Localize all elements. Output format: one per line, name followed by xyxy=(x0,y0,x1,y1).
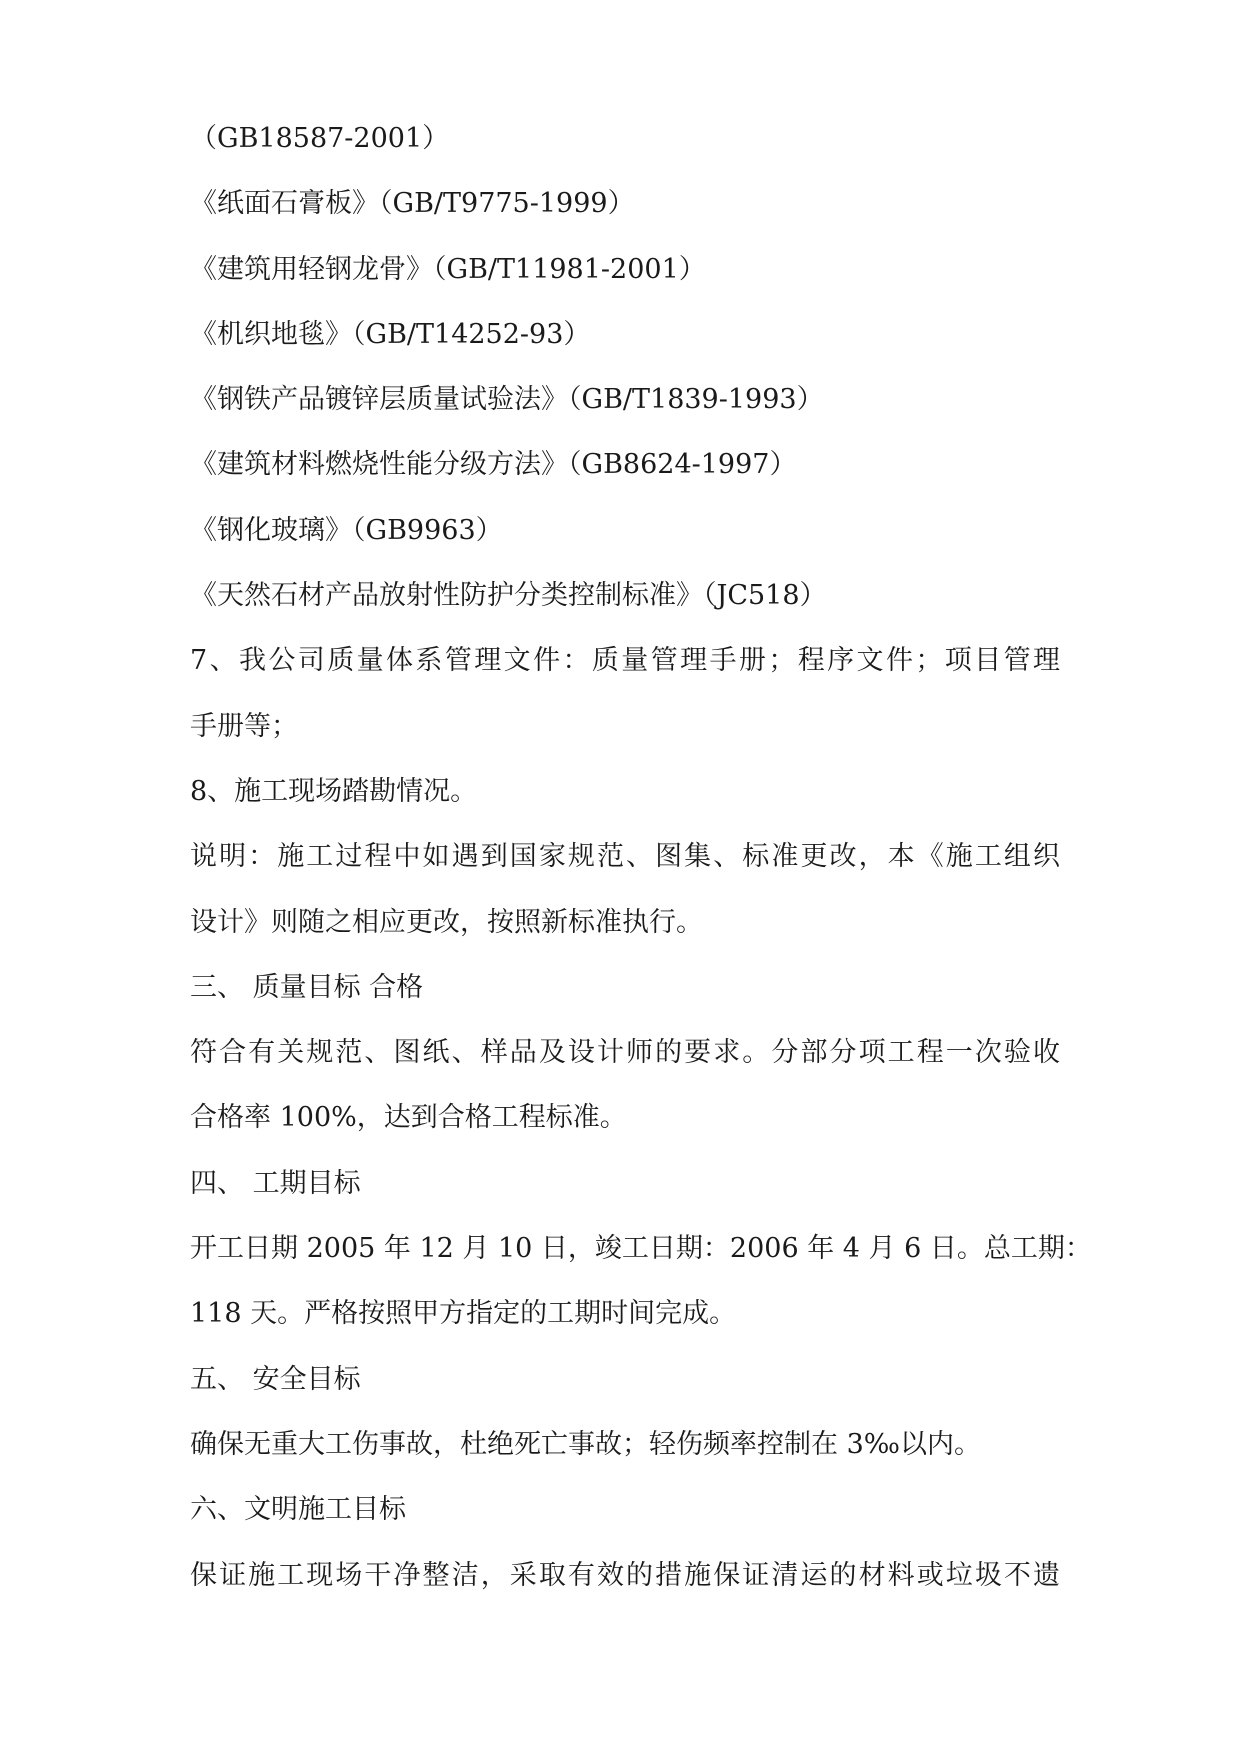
text-line: 《钢化玻璃》（GB9963） xyxy=(190,514,503,546)
text-line: 7、我公司质量体系管理文件：质量管理手册；程序文件；项目管理 xyxy=(190,645,1060,677)
text-line: 符合有关规范、图纸、样品及设计师的要求。分部分项工程一次验收 xyxy=(190,1037,1060,1069)
text-line: 《建筑材料燃烧性能分级方法》（GB8624-1997） xyxy=(190,449,797,481)
document-body xyxy=(190,106,1092,1608)
text-line: （GB18587-2001） xyxy=(190,123,450,154)
text-line: 保证施工现场干净整洁，采取有效的措施保证清运的材料或垃圾不遗 xyxy=(190,1559,1060,1591)
text-line: 《钢铁产品镀锌层质量试验法》（GB/T1839-1993） xyxy=(190,384,824,416)
text-line: 《建筑用轻钢龙骨》（GB/T11981-2001） xyxy=(190,253,706,285)
text-line: 确保无重大工伤事故，杜绝死亡事故；轻伤频率控制在 3‰以内。 xyxy=(190,1428,981,1460)
text-line: 设计》则随之相应更改，按照新标准执行。 xyxy=(190,906,703,938)
text-line: 手册等； xyxy=(190,710,298,742)
text-line: 《机织地毯》（GB/T14252-93） xyxy=(190,318,591,350)
text-line: 8、施工现场踏勘情况。 xyxy=(190,775,478,807)
section-heading: 六、文明施工目标 xyxy=(190,1494,406,1526)
section-heading: 四、 工期目标 xyxy=(190,1167,361,1199)
text-line: 说明：施工过程中如遇到国家规范、图集、标准更改，本《施工组织 xyxy=(190,841,1060,873)
section-heading: 五、 安全目标 xyxy=(190,1363,361,1395)
section-heading: 三、 质量目标 合格 xyxy=(190,971,424,1003)
text-line: 118 天。严格按照甲方指定的工期时间完成。 xyxy=(190,1298,737,1330)
text-line: 开工日期 2005 年 12 月 10 日，竣工日期：2006 年 4 月 6 日。总工期： xyxy=(190,1233,1092,1265)
text-line: 《天然石材产品放射性防护分类控制标准》（JC518） xyxy=(190,580,827,612)
text-line: 合格率 100%，达到合格工程标准。 xyxy=(190,1102,627,1134)
text-line: 《纸面石膏板》（GB/T9775-1999） xyxy=(190,188,635,220)
